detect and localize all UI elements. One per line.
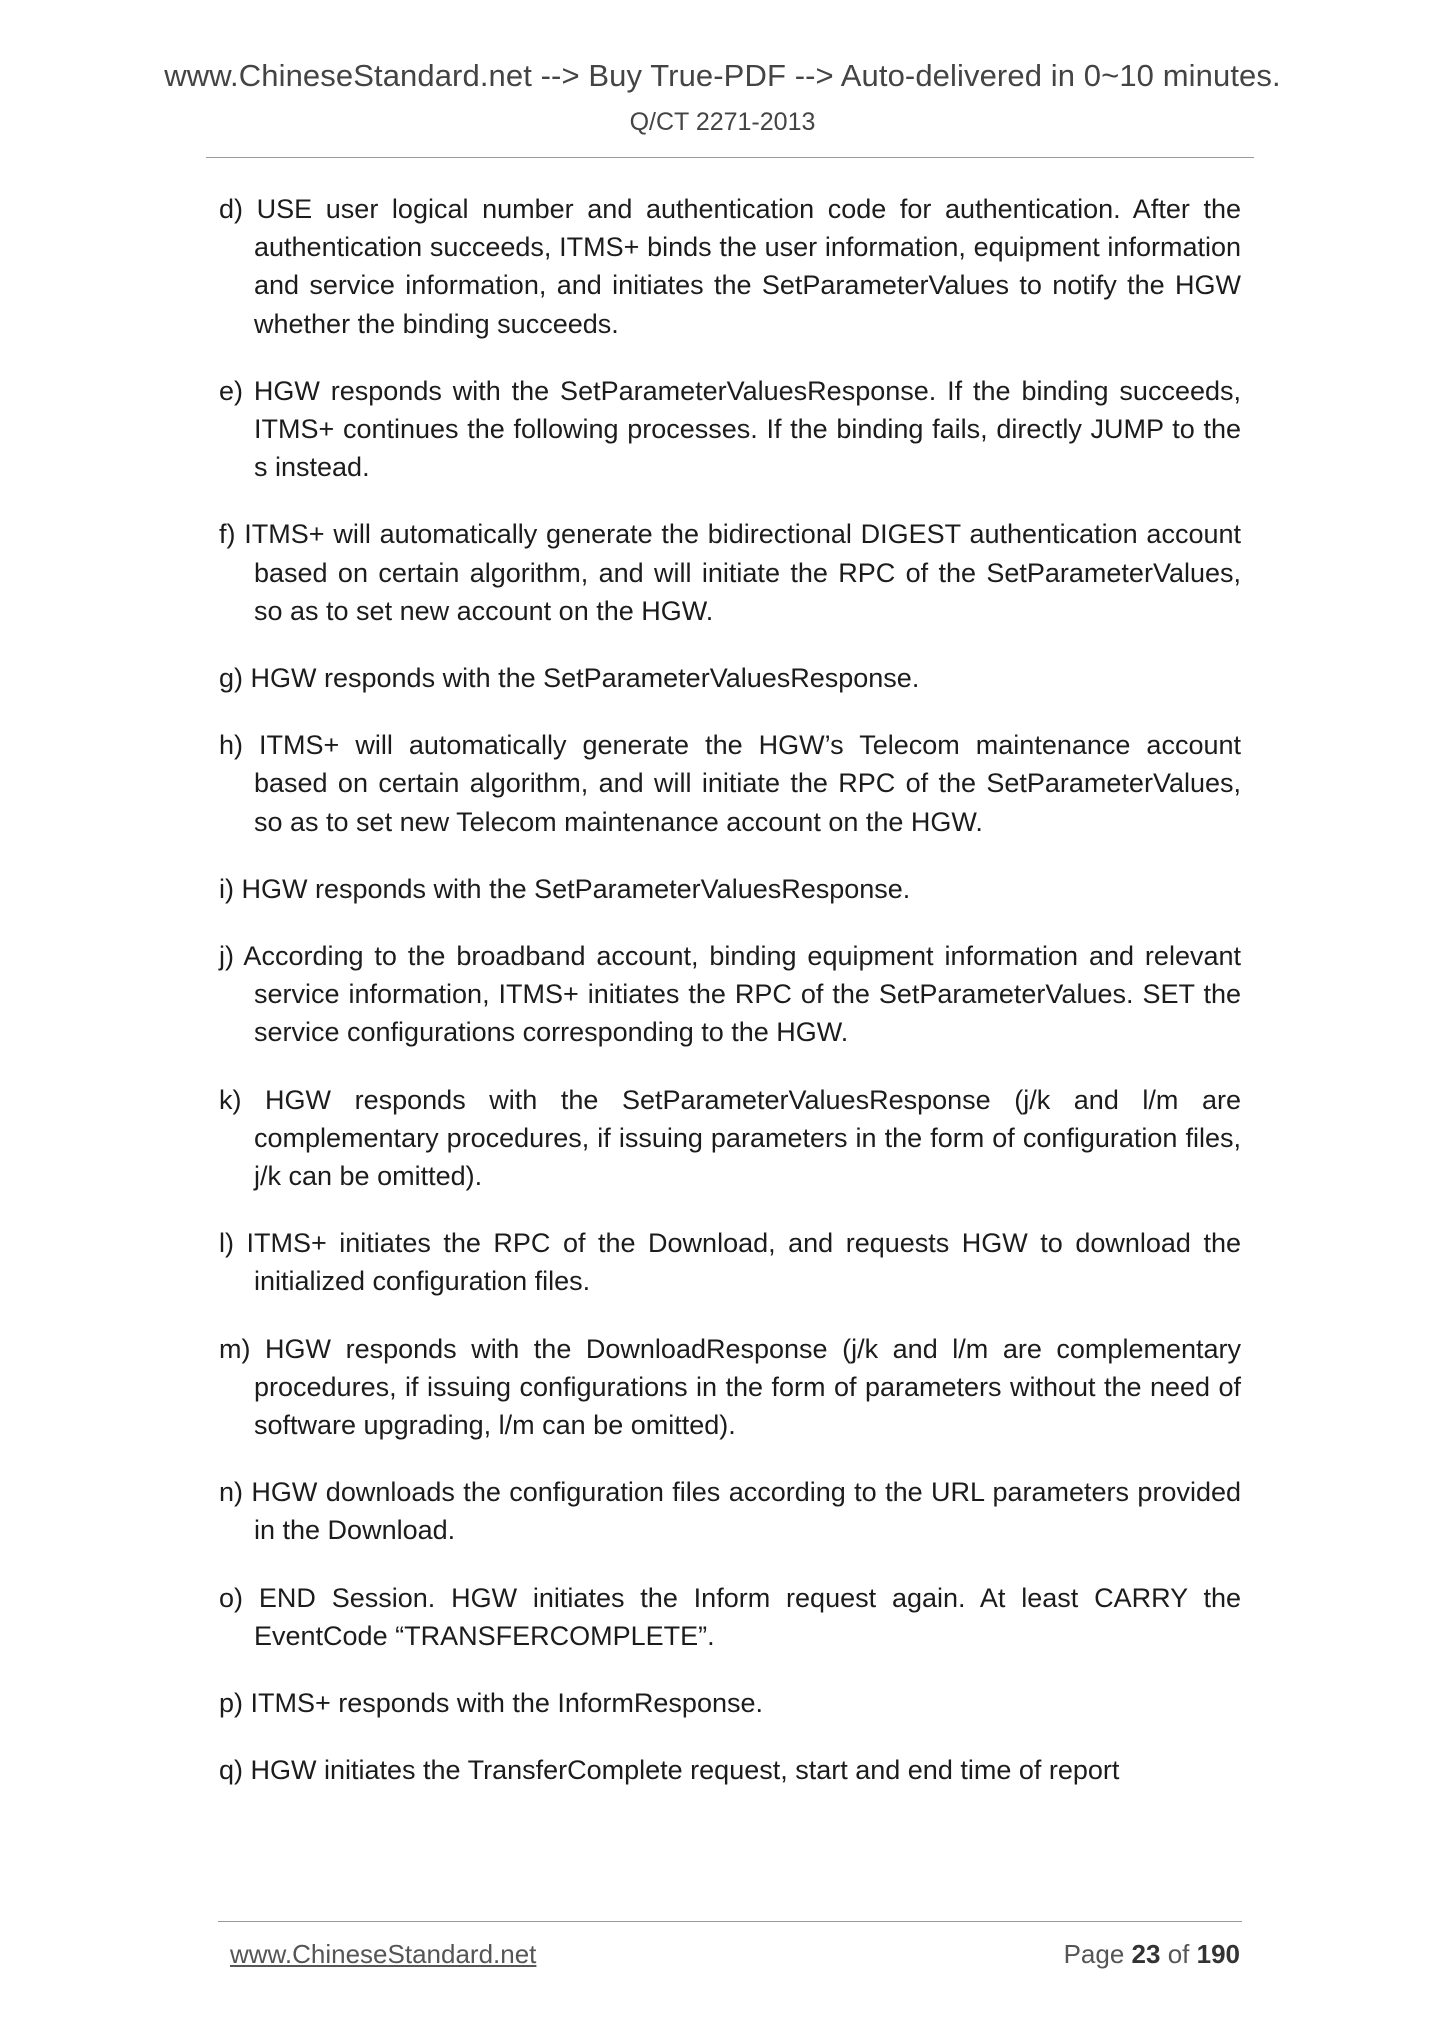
step-item-p: p) ITMS+ responds with the InformResponse. — [219, 1688, 763, 1719]
step-item-o: o) END Session. HGW initiates the Inform request again. At least CARRY the EventCode “TRANSFERCOMPLETE”. — [219, 1582, 1241, 1651]
step-item-h: h) ITMS+ will automatically generate the HGW’s Telecom maintenance account based on certain algorithm, and will initiate the RPC of the SetParameterValues, so as to set new Telecom maintenance account on the HGW. — [219, 730, 1241, 837]
procedure-steps-list — [219, 190, 1241, 1819]
step-item-k: k) HGW responds with the SetParameterValuesResponse (j/k and l/m are complementary procedures, if issuing parameters in the form of configuration files, j/k can be omitted). — [219, 1084, 1241, 1192]
current-page-number: 23 — [1131, 1939, 1161, 1969]
total-pages-number: 190 — [1196, 1939, 1240, 1969]
page-word: Page — [1063, 1939, 1125, 1969]
header-divider — [206, 157, 1254, 158]
step-item-g: g) HGW responds with the SetParameterValuesResponse. — [219, 663, 920, 694]
step-item-q: q) HGW initiates the TransferComplete request, start and end time of report — [219, 1755, 1120, 1786]
step-item-i: i) HGW responds with the SetParameterValuesResponse. — [219, 873, 911, 904]
page-indicator — [1064, 1939, 1240, 1970]
step-item-f: f) ITMS+ will automatically generate the bidirectional DIGEST authentication account based on certain algorithm, and will initiate the RPC of the SetParameterValues, so as to set new account on the HGW. — [219, 519, 1241, 626]
of-word: of — [1167, 1939, 1190, 1969]
step-item-d: d) USE user logical number and authentication code for authentication. After the authentication succeeds, ITMS+ binds the user information, equipment information and service information, and initiates the SetParameterValues to notify the HGW whether the binding succeeds. — [219, 194, 1241, 339]
footer-divider — [218, 1921, 1242, 1922]
footer-site-link[interactable]: www.ChineseStandard.net — [230, 1939, 537, 1969]
step-item-n: n) HGW downloads the configuration files according to the URL parameters provided in the Download. — [219, 1477, 1241, 1546]
document-code: Q/CT 2271-2013 — [629, 108, 816, 136]
step-item-j: j) According to the broadband account, binding equipment information and relevant service information, ITMS+ initiates the RPC of the SetParameterValues. SET the service configurations corresponding to the HGW. — [219, 941, 1241, 1048]
step-item-l: l) ITMS+ initiates the RPC of the Download, and requests HGW to download the initialized configuration files. — [219, 1228, 1241, 1297]
step-item-e: e) HGW responds with the SetParameterValuesResponse. If the binding succeeds, ITMS+ continues the following processes. If the binding fails, directly JUMP to the s instead. — [219, 375, 1241, 483]
top-banner[interactable]: www.ChineseStandard.net --> Buy True-PDF --> Auto-delivered in 0~10 minutes. — [164, 58, 1281, 93]
step-item-m: m) HGW responds with the DownloadResponse (j/k and l/m are complementary procedures, if issuing configurations in the form of parameters without the need of software upgrading, l/m can be omitted). — [219, 1333, 1241, 1441]
